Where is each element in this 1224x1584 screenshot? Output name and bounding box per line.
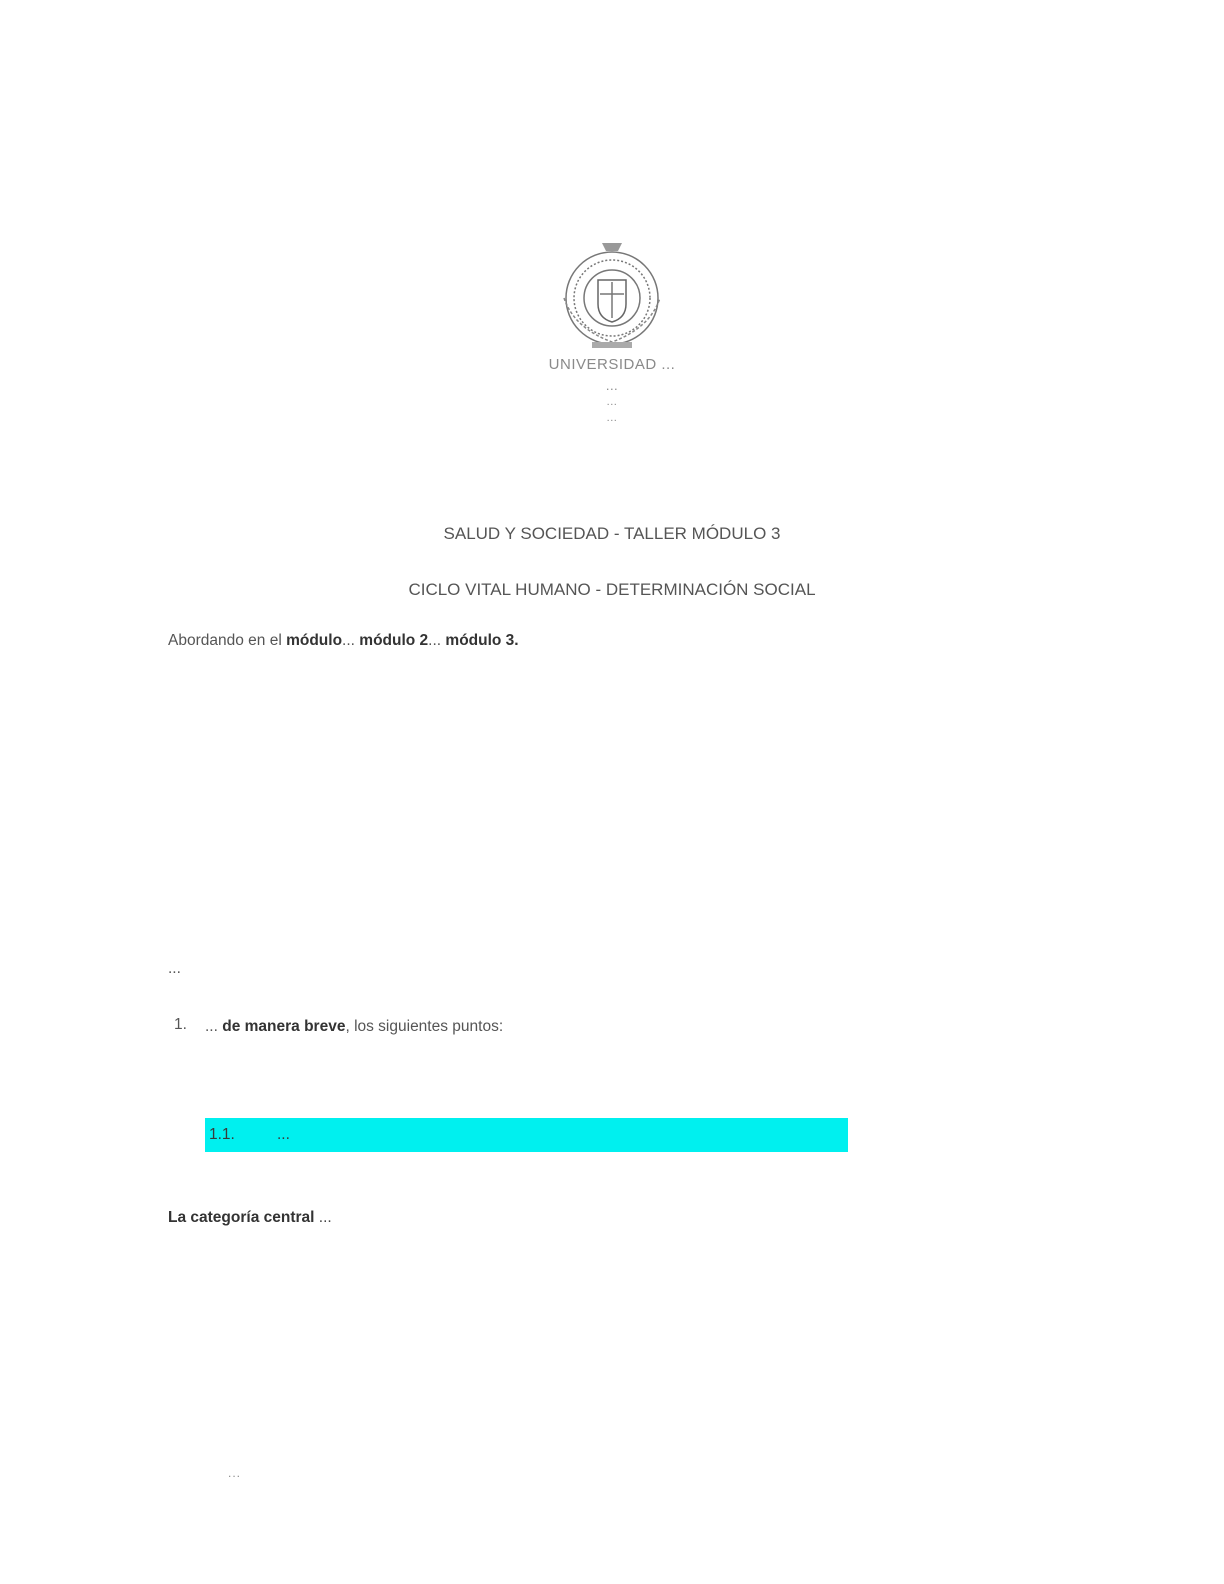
highlighted-subitem (205, 1118, 848, 1152)
subitem-text: ... (277, 1126, 290, 1143)
campus-name: ... (605, 378, 619, 393)
intro-bold-module-1: módulo (286, 632, 343, 649)
item-text-end: , los siguientes puntos: (345, 1018, 504, 1035)
item-bold: de manera breve (222, 1018, 346, 1035)
answer-bold: La categoría central (168, 1209, 315, 1226)
subitem-number: 1.1. (209, 1126, 235, 1143)
university-seal-icon (552, 238, 672, 353)
item-text: ... (205, 1018, 218, 1035)
item-paragraph (205, 1016, 1044, 1038)
faculty-name: ... (606, 396, 618, 408)
document-subtitle: CICLO VITAL HUMANO - DETERMINACIÓN SOCIAL (408, 580, 816, 599)
prompt-paragraph: ... (168, 960, 181, 977)
item-number: 1. (174, 1016, 187, 1033)
document-title: SALUD Y SOCIEDAD - TALLER MÓDULO 3 (443, 524, 781, 543)
intro-text-2: ... (428, 632, 442, 649)
department-name: ... (606, 412, 618, 424)
page-footer: ... (228, 1466, 242, 1480)
answer-paragraph (168, 1206, 1044, 1230)
intro-text-1: ... (342, 632, 355, 649)
answer-text: ... (318, 1209, 332, 1226)
intro-bold-module-2: módulo 2 (359, 632, 429, 649)
intro-paragraph (168, 630, 1044, 652)
intro-bold-module-3: módulo 3. (445, 632, 519, 649)
university-name: UNIVERSIDAD ... (548, 356, 676, 373)
intro-pre-bold: Abordando en el (168, 632, 282, 649)
